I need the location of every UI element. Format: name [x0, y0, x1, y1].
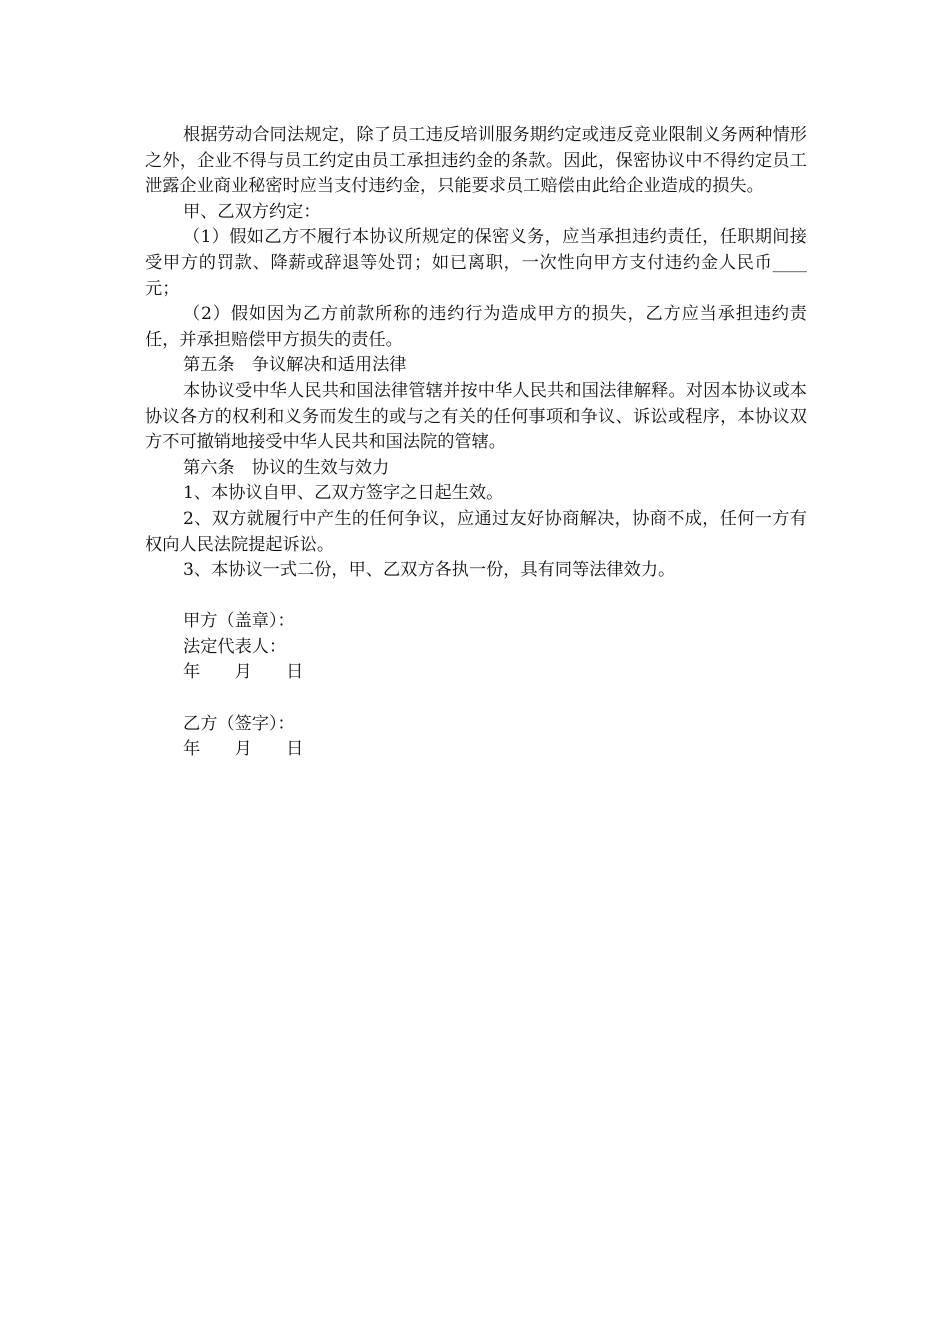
party-a-representative-label: 法定代表人： [183, 636, 287, 657]
spacer [145, 686, 807, 712]
party-b-date-label: 年 月 日 [183, 739, 304, 760]
party-b-signature-label: 乙方（签字）： [183, 713, 295, 734]
paragraph-copies: 3、本协议一式二份，甲、乙双方各执一份，具有同等法律效力。 [183, 560, 676, 581]
paragraph-clause-2: （2）假如因为乙方前款所称的违约行为造成甲方的损失，乙方应当承担违约责任，并承担赔偿甲方损失的责任。 [145, 304, 807, 350]
paragraph-governing-law: 本协议受中华人民共和国法律管辖并按中华人民共和国法律解释。对因本协议或本协议各方的权利和义务而发生的或与之有关的任何事项和争议、诉讼或程序，本协议双方不可撤销地接受中华人民共和国法院的管辖。 [145, 380, 807, 453]
party-a-signature-block [145, 609, 807, 686]
spacer [145, 584, 807, 610]
party-a-date-label: 年 月 日 [183, 662, 304, 683]
paragraph-clause-1: （1）假如乙方不履行本协议所规定的保密义务，应当承担违约责任，任职期间接受甲方的罚款、降薪或辞退等处罚；如已离职，一次性向甲方支付违约金人民币____元； [145, 227, 807, 299]
document-page [145, 123, 807, 763]
party-a-seal-label: 甲方（盖章）： [183, 611, 295, 632]
paragraph-dispute-resolution: 2、双方就履行中产生的任何争议，应通过友好协商解决，协商不成，任何一方有权向人民法院提起诉讼。 [145, 508, 807, 555]
party-b-signature-block [145, 712, 807, 763]
paragraph-effective: 1、本协议自甲、乙双方签字之日起生效。 [183, 483, 504, 504]
paragraph-parties-agree: 甲、乙双方约定： [183, 201, 321, 222]
paragraph-liquidated-damages-rule: 根据劳动合同法规定，除了员工违反培训服务期约定或违反竞业限制义务两种情形之外，企业不得与员工约定由员工承担违约金的条款。因此，保密协议中不得约定员工泄露企业商业秘密时应当支付违约金，只能要求员工赔偿由此给企业造成的损失。 [145, 125, 807, 197]
article-6-heading: 第六条 协议的生效与效力 [183, 457, 390, 478]
article-5-heading: 第五条 争议解决和适用法律 [183, 355, 407, 376]
